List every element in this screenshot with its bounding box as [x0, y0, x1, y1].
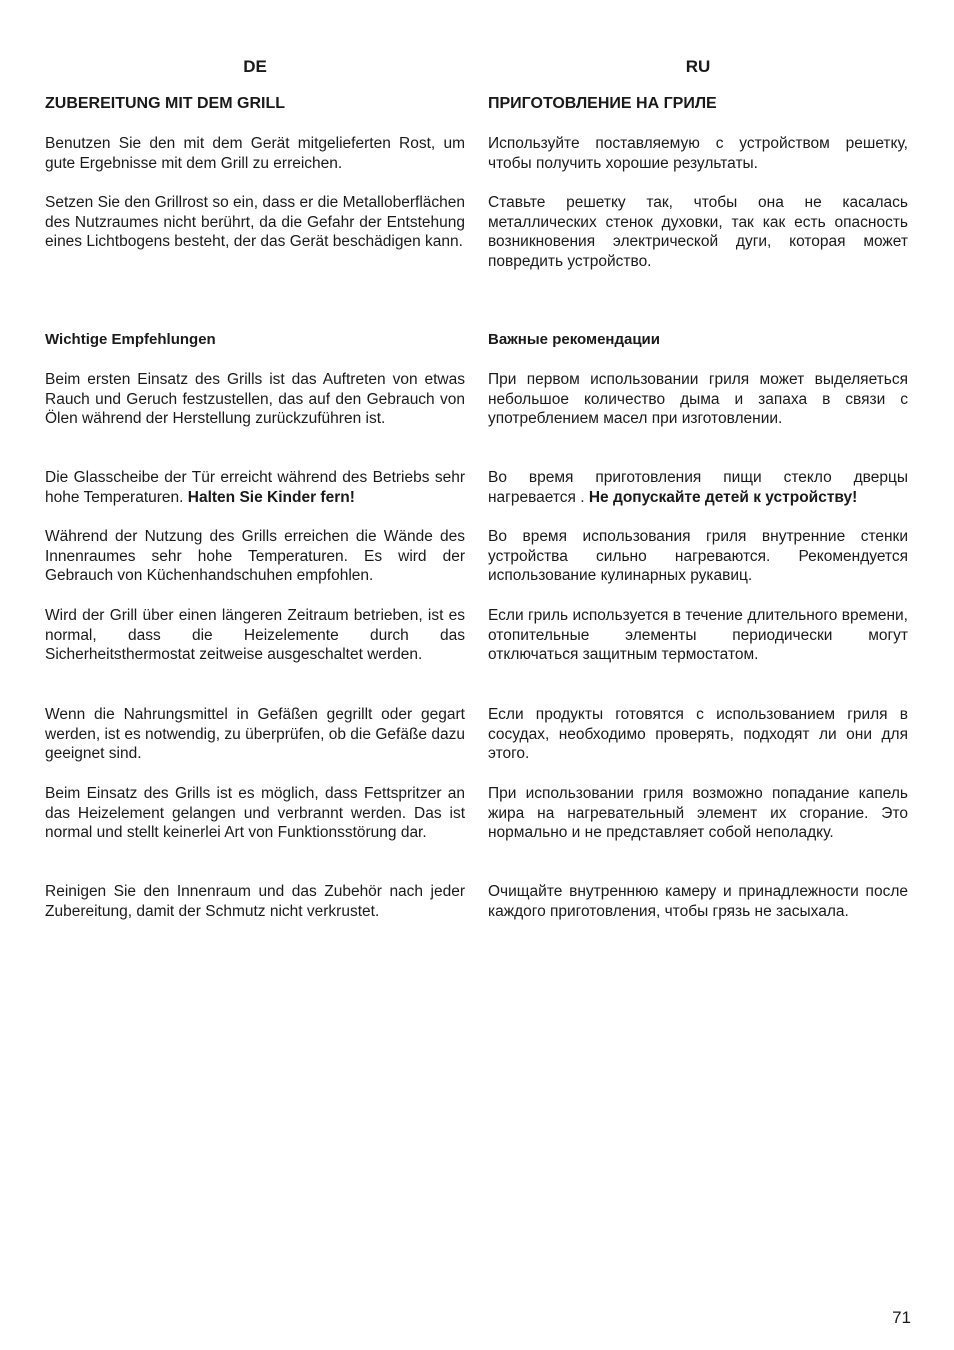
section-title-de: ZUBEREITUNG MIT DEM GRILL — [45, 95, 285, 112]
paragraph-ru-1: Используйте поставляемую с устройством решетку, чтобы получить хорошие результаты. — [488, 135, 908, 172]
recommendation-ru-2-warning: Не допускайте детей к устройству! — [588, 488, 858, 506]
russian-column — [488, 56, 908, 920]
language-heading-de: DE — [243, 57, 267, 76]
paragraph-de-1: Benutzen Sie den mit dem Gerät mitgelieferten Rost, um gute Ergebnisse mit dem Grill zu erreichen. — [45, 135, 465, 172]
page-number: 71 — [892, 1308, 911, 1327]
paragraph-ru-2: Ставьте решетку так, чтобы она не касалась металлических стенок духовки, так как есть опасность возникновения электрической дуги, которая может повредить устройство. — [488, 194, 908, 271]
recommendation-ru-2-text: Во время приготовления пищи стекло дверцы нагревается . — [488, 469, 908, 506]
recommendation-ru-5: Если продукты готовятся с использованием гриля в сосудах, необходимо проверять, подходят ли они для этого. — [488, 706, 908, 763]
recommendation-de-5: Wenn die Nahrungsmittel in Gefäßen gegrillt oder gegart werden, ist es notwendig, zu überprüfen, ob die Gefäße dazu geeignet sind. — [45, 706, 465, 763]
recommendation-de-4: Wird der Grill über einen längeren Zeitraum betrieben, ist es normal, dass die Heizelemente durch das Sicherheitsthermostat zeitweise ausgeschaltet werden. — [45, 607, 465, 664]
language-heading-ru: RU — [685, 57, 711, 76]
recommendation-ru-2 — [488, 468, 908, 507]
subtitle-ru: Важные рекомендации — [488, 331, 660, 348]
recommendation-de-2-text: Die Glasscheibe der Tür erreicht während des Betriebs sehr hohe Temperaturen. — [45, 469, 465, 506]
subtitle-de: Wichtige Empfehlungen — [45, 331, 216, 348]
recommendation-de-3: Während der Nutzung des Grills erreichen die Wände des Innenraumes sehr hohe Temperaturen. Es wird der Gebrauch von Küchenhandschuhen empfohlen. — [45, 528, 465, 585]
recommendation-ru-3: Во время использования гриля внутренние стенки устройства сильно нагреваются. Рекомендуется использование кулинарных рукавиц. — [488, 528, 908, 585]
recommendation-de-2-warning: Halten Sie Kinder fern! — [187, 488, 355, 506]
recommendation-ru-6: При использовании гриля возможно попадание капель жира на нагревательный элемент их сгорание. Это нормально и не представляет собой неполадку. — [488, 785, 908, 842]
paragraph-de-2: Setzen Sie den Grillrost so ein, dass er die Metalloberflächen des Nutzraumes nicht berührt, da die Gefahr der Entstehung eines Lichtbogens besteht, der das Gerät beschädigen kann. — [45, 194, 465, 251]
german-column — [45, 56, 465, 920]
recommendation-de-1: Beim ersten Einsatz des Grills ist das Auftreten von etwas Rauch und Geruch festzustellen, das auf den Gebrauch von Ölen während der Herstellung zurückzuführen ist. — [45, 371, 465, 428]
section-title-ru: ПРИГОТОВЛЕНИЕ НА ГРИЛЕ — [488, 95, 717, 112]
recommendation-de-2 — [45, 468, 465, 507]
recommendation-de-7: Reinigen Sie den Innenraum und das Zubehör nach jeder Zubereitung, damit der Schmutz nicht verkrustet. — [45, 883, 465, 920]
recommendation-ru-4: Если гриль используется в течение длительного времени, отопительные элементы периодически могут отключаться защитным термостатом. — [488, 607, 908, 664]
recommendation-ru-1: При первом использовании гриля может выделяеться небольшое количество дыма и запаха в связи с употреблением масел при изготовлении. — [488, 371, 908, 428]
recommendation-ru-7: Очищайте внутреннюю камеру и принадлежности после каждого приготовления, чтобы грязь не засыхала. — [488, 883, 908, 920]
recommendation-de-6: Beim Einsatz des Grills ist es möglich, dass Fettspritzer an das Heizelement gelangen und verbrannt werden. Das ist normal und stellt keinerlei Art von Funktionsstörung dar. — [45, 785, 465, 842]
